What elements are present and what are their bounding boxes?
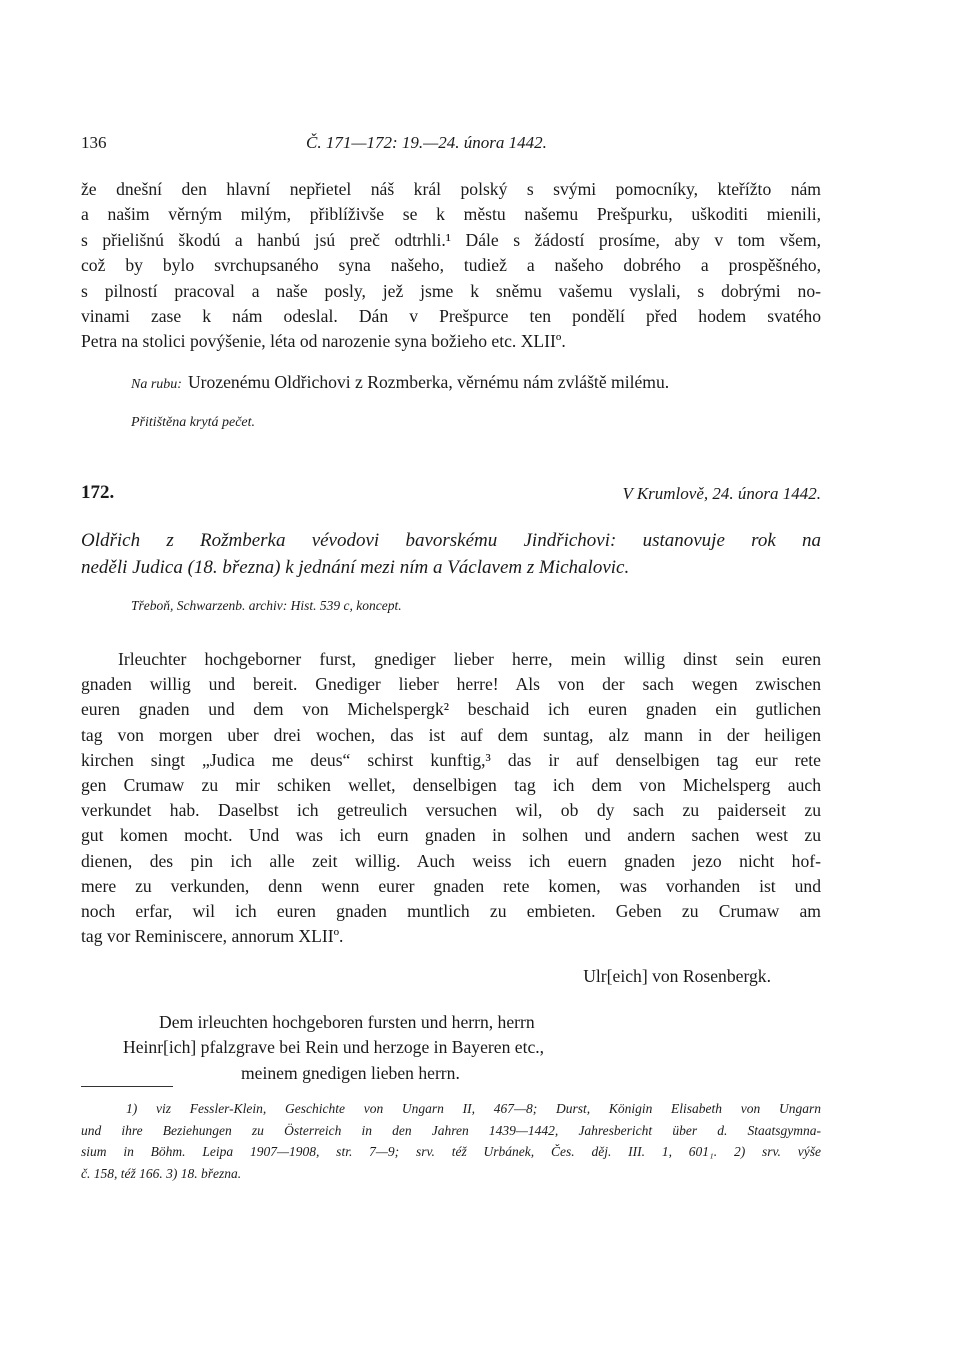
text-line: a našim věrným milým, přiblíživše se k městu našemu Prešpurku, uškoditi mienili, bbox=[81, 204, 821, 225]
text-line: noch erfar, wil ich euren gnaden muntlich zu embieten. Geben zu Crumaw am bbox=[81, 900, 821, 921]
text-line: dienen, des pin ich alle zeit willig. Auch weiss ich euern gnaden jezo nicht hof- bbox=[81, 850, 821, 871]
footnotes bbox=[81, 1098, 821, 1184]
text-line: s pilností pracoval a naše posly, jež jsme k sněmu vašemu vyslali, s dobrými no- bbox=[81, 280, 821, 301]
letter-172-text bbox=[81, 647, 821, 949]
footnote-line: č. 158, též 166. 3) 18. března. bbox=[81, 1165, 242, 1181]
text-line: mere zu verkunden, denn wenn eurer gnaden rete komen, was vorhanden ist und bbox=[81, 875, 821, 896]
address-block bbox=[81, 1010, 821, 1086]
footnote-line: 1) viz Fessler-Klein, Geschichte von Ungarn II, 467—8; Durst, Königin Elisabeth von Ungarn bbox=[126, 1101, 821, 1116]
text-line: Irleuchter hochgeborner furst, gnediger lieber herre, mein willig dinst sein euren bbox=[118, 649, 821, 669]
address-line: Heinr[ich] pfalzgrave bei Rein und herzoge in Bayeren etc., bbox=[123, 1037, 545, 1058]
document-number: 172. bbox=[81, 482, 115, 503]
text-line: gen Crumaw zu mir schiken wellet, denselbigen tag ich dem von Michelsperg auch bbox=[81, 774, 821, 795]
text-line: tag vor Reminiscere, annorum XLIIº. bbox=[81, 926, 344, 947]
text-line: euren gnaden und dem von Michelspergk² beschaid ich euren gnaden ein gutlichen bbox=[81, 699, 821, 720]
text-line: s přielišnú škodú a hanbú jsú preč odtrhli.¹ Dále s žádostí prosíme, aby v tom všem, bbox=[81, 229, 821, 250]
text-line: kirchen singt „Judica me deus“ schirst kunftig,³ das ir auf denselbigen tag eur rete bbox=[81, 749, 821, 770]
source-note: Třeboň, Schwarzenb. archiv: Hist. 539 c, koncept. bbox=[131, 598, 402, 613]
text-line: vinami zase k nám odeslal. Dán v Prešpurce ten pondělí před hodem svatého bbox=[81, 305, 821, 326]
letter-171-text bbox=[81, 177, 821, 355]
footnote-line: und ihre Beziehungen zu Österreich in den Jahren 1439—1442, Jahresbericht über d. Staatsgymna- bbox=[81, 1122, 821, 1138]
text-line: Petra na stolici povýšenie, léta od narozenie syna božieho etc. XLIIº. bbox=[81, 331, 566, 352]
verso-label: Na rubu: bbox=[131, 377, 182, 392]
text-line: gut komen mocht. Und was ich eurn gnaden in solhen und andern sachen west zu bbox=[81, 825, 821, 846]
text-line: že dnešní den hlavní nepřietel náš král polský s svými pomocníky, kteřížto nám bbox=[81, 179, 821, 199]
regest-line: Oldřich z Rožmberka vévodovi bavorskému Jindřichovi: ustanovuje rok na bbox=[81, 530, 821, 551]
place-date: V Krumlově, 24. února 1442. bbox=[622, 484, 821, 503]
verso-note bbox=[131, 372, 669, 393]
text-line: gnaden willig und bereit. Gnediger lieber herre! Als von der sach wegen zwischen bbox=[81, 674, 821, 695]
running-title: Č. 171—172: 19.—24. února 1442. bbox=[306, 133, 547, 152]
footnote-divider bbox=[81, 1086, 173, 1087]
address-line: meinem gnedigen lieben herrn. bbox=[241, 1062, 460, 1083]
signature: Ulr[eich] von Rosenbergk. bbox=[583, 966, 771, 986]
text-line: tag von morgen uber drei wochen, das ist auf dem suntag, alz mann in der heiligen bbox=[81, 724, 821, 745]
seal-note: Přitištěna krytá pečet. bbox=[131, 415, 256, 430]
page-number: 136 bbox=[81, 133, 107, 152]
address-line: Dem irleuchten hochgeboren fursten und herrn, herrn bbox=[159, 1012, 535, 1032]
page-header bbox=[81, 133, 821, 157]
text-line: což by bylo svrchupsaného syna našeho, tudiež a našeho dobrého a prospěšného, bbox=[81, 255, 821, 276]
regest-line: neděli Judica (18. března) k jednání mezi ním a Václavem z Michalovic. bbox=[81, 557, 630, 578]
text-line: verkundet hab. Daselbst ich getreulich versuchen wil, ob dy sach zu paiderseit zu bbox=[81, 800, 821, 821]
verso-text: Urozenému Oldřichovi z Rozmberka, věrnému nám zvláště milému. bbox=[187, 372, 670, 392]
regest bbox=[81, 527, 821, 581]
footnote-line: sium in Böhm. Leipa 1907—1908, str. 7—9; srv. též Urbánek, Čes. děj. III. 1, 601₁. 2) srv. výše bbox=[81, 1144, 821, 1159]
